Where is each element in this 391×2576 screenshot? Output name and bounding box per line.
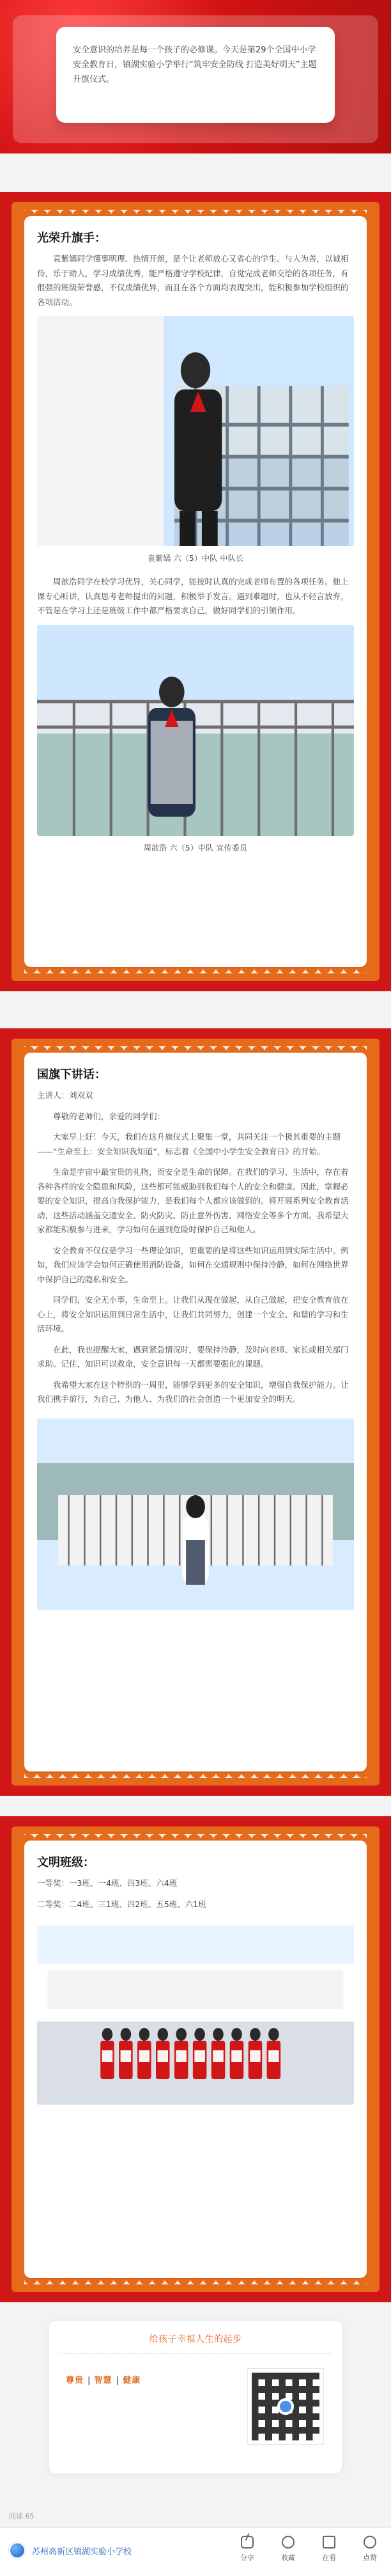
- flag-raiser-2-photo-illustration: [37, 625, 354, 836]
- speech-paragraph-3: 安全教育不仅仅是学习一些理论知识，更重要的是将这些知识运用到实际生活中。例如，我们应该学会如何正确使用消防设备，如何在交通规则中保持冷静，如何在网络世界中保护自己的隐私和安全。: [37, 1245, 349, 1284]
- footer-tag-1: 尊贵: [66, 2376, 84, 2385]
- footer-tags-line: 尊贵 | 智慧 | 健康: [66, 2376, 141, 2385]
- speech-paragraph-5: 在此，我也提醒大家，遇到紧急情况时，要保持冷静，及时向老师、家长或相关部门求助。记住，知识可以救命，安全意识每一天都需要强化的课题。: [37, 1344, 349, 1369]
- civilized-class-orange-frame: [12, 1826, 379, 2292]
- civilized-class-line-2: 二等奖：二4班、三1班、四2班、五5班、六1班: [37, 1899, 206, 1909]
- favorite-button[interactable]: [273, 2536, 303, 2563]
- speech-speaker: 主讲人：刘双双: [37, 1090, 93, 1100]
- civilized-class-section: [0, 1816, 391, 2302]
- civilized-class-card: [24, 1841, 367, 2278]
- flag-raiser-1-caption: 袁紫嫣 六（5）中队 中队长: [147, 554, 244, 563]
- speech-paragraph-2: 生命是宇宙中最宝贵的礼物，而安全是生命的保障。在我们的学习、生活中，存在着各种各样的安全隐患和风险，这些都可能威胁到我们每个人的安全和健康。因此，掌握必要的安全知识，提高自我保护能力，是我们每个人都应该做到的。将开展系列安全教育活动，这些活动涵盖交通安全、防火防灾、防止意外伤害、网络安全等多个方面。我希望大家都能积极参与进来，学习如何在遇到危险时保护自己和他人。: [37, 1167, 349, 1234]
- footer-slogan: 给孩子幸福人生的起步: [61, 2332, 330, 2353]
- intro-card: [56, 27, 335, 123]
- flag-raisers-title: 光荣升旗手：: [37, 232, 106, 245]
- footer-tags: [66, 2373, 219, 2385]
- like-button[interactable]: [355, 2536, 385, 2563]
- civilized-class-photo-illustration: [37, 1926, 354, 2105]
- account-profile[interactable]: [9, 2542, 132, 2559]
- qr-code[interactable]: [247, 2368, 324, 2445]
- bottom-bar: [0, 2527, 391, 2576]
- account-avatar: [9, 2542, 26, 2559]
- civilized-class-title: 文明班级：: [37, 1856, 95, 1869]
- civilized-class-line-1: 一等奖：一3班、一4班、四3班、六4班: [37, 1878, 178, 1888]
- flag-raisers-orange-frame: [12, 202, 379, 981]
- account-name: 苏州高新区镇湖实验小学校: [32, 2547, 132, 2557]
- speech-paragraph-1: 大家早上好！今天，我们在这升旗仪式上聚集一堂，共同关注一个极其重要的主题——“生命至上：安全知识我知道”，标志着《全国中小学生安全教育日》的开始。: [37, 1132, 341, 1156]
- flag-raiser-2-desc: 周歆浩同学在校学习优异，关心同学，能按时认真的完成老师布置的各项任务。他上课专心听讲，认真思考老师提出的问题，积极举手发言。遇到难题时，也从不轻言放弃，不管是在学习上还是班级工作中都严格要求自己，做好同学们的引领作用。: [37, 577, 349, 615]
- flag-speech-title: 国旗下讲话：: [37, 1068, 106, 1081]
- footer-tag-2: 智慧: [94, 2376, 112, 2385]
- flag-speech-card: [24, 1053, 367, 1771]
- flag-raiser-1-desc: 袁紫嫣同学懂事明理、热情开朗，是个让老师放心又省心的学生。与人为善，以诚相待，乐于助人，学习成绩优秀，能严格遵守学校纪律，自觉完成老师交给的各项任务，有很强的班级荣誉感，不仅成绩优异，而且在各个方面均表现突出，能积极参加学校组织的各项活动。: [37, 254, 349, 307]
- speech-greeting: 尊敬的老师们，亲爱的同学们：: [53, 1111, 165, 1121]
- speech-photo: [37, 1418, 354, 1610]
- like-label: 点赞: [363, 2554, 377, 2562]
- favorite-label: 收藏: [281, 2554, 295, 2562]
- footer-card: [49, 2320, 342, 2474]
- civilized-class-photo: [37, 1926, 354, 2105]
- bottom-actions: [233, 2536, 385, 2563]
- flag-raiser-1-photo-illustration: [37, 316, 354, 546]
- top-red-band: [0, 0, 391, 153]
- share-label: 分享: [240, 2554, 254, 2562]
- qr-code-pattern: [252, 2373, 319, 2440]
- speech-photo-illustration: [37, 1418, 354, 1610]
- flag-speech-orange-frame: [12, 1039, 379, 1786]
- share-button[interactable]: [233, 2536, 262, 2563]
- star-icon: [282, 2536, 295, 2549]
- flag-raisers-section: [0, 192, 391, 991]
- intro-text: 安全意识的培养是每一个孩子的必修课。今天是第29个全国中小学安全教育日，镇湖实验小学举行“筑牢安全防线 打造美好明天”主题升旗仪式。: [73, 45, 317, 84]
- watching-button[interactable]: [314, 2536, 344, 2563]
- spacer: [37, 563, 354, 575]
- thumbs-up-icon: [364, 2536, 376, 2549]
- flag-raiser-1-photo: [37, 316, 354, 546]
- read-count: 阅读 65: [9, 2512, 34, 2520]
- flag-raiser-2-caption: 周歆浩 六（5）中队 宣传委员: [143, 843, 248, 852]
- watching-label: 在看: [322, 2554, 336, 2562]
- heart-icon: [323, 2536, 335, 2549]
- footer-tag-3: 健康: [123, 2376, 141, 2385]
- flag-raisers-card: [24, 216, 367, 967]
- share-icon: [241, 2536, 254, 2549]
- speech-paragraph-4: 同学们，安全无小事，生命至上。让我们从现在做起，从自己做起，把安全教育放在心上，将安全知识运用到日常生活中，让我们共同努力，创建一个安全、和谐的学习和生活环境。: [37, 1295, 349, 1333]
- flag-raiser-2-photo: [37, 625, 354, 836]
- qr-center-logo: [277, 2398, 294, 2415]
- speech-paragraph-6: 我希望大家在这个特别的一周里，能够学到更多的安全知识，增强自我保护能力。让我们携手前行，为自己、为他人、为我们的社会创造一个更加安全的明天。: [37, 1379, 349, 1404]
- flag-speech-section: [0, 1028, 391, 1796]
